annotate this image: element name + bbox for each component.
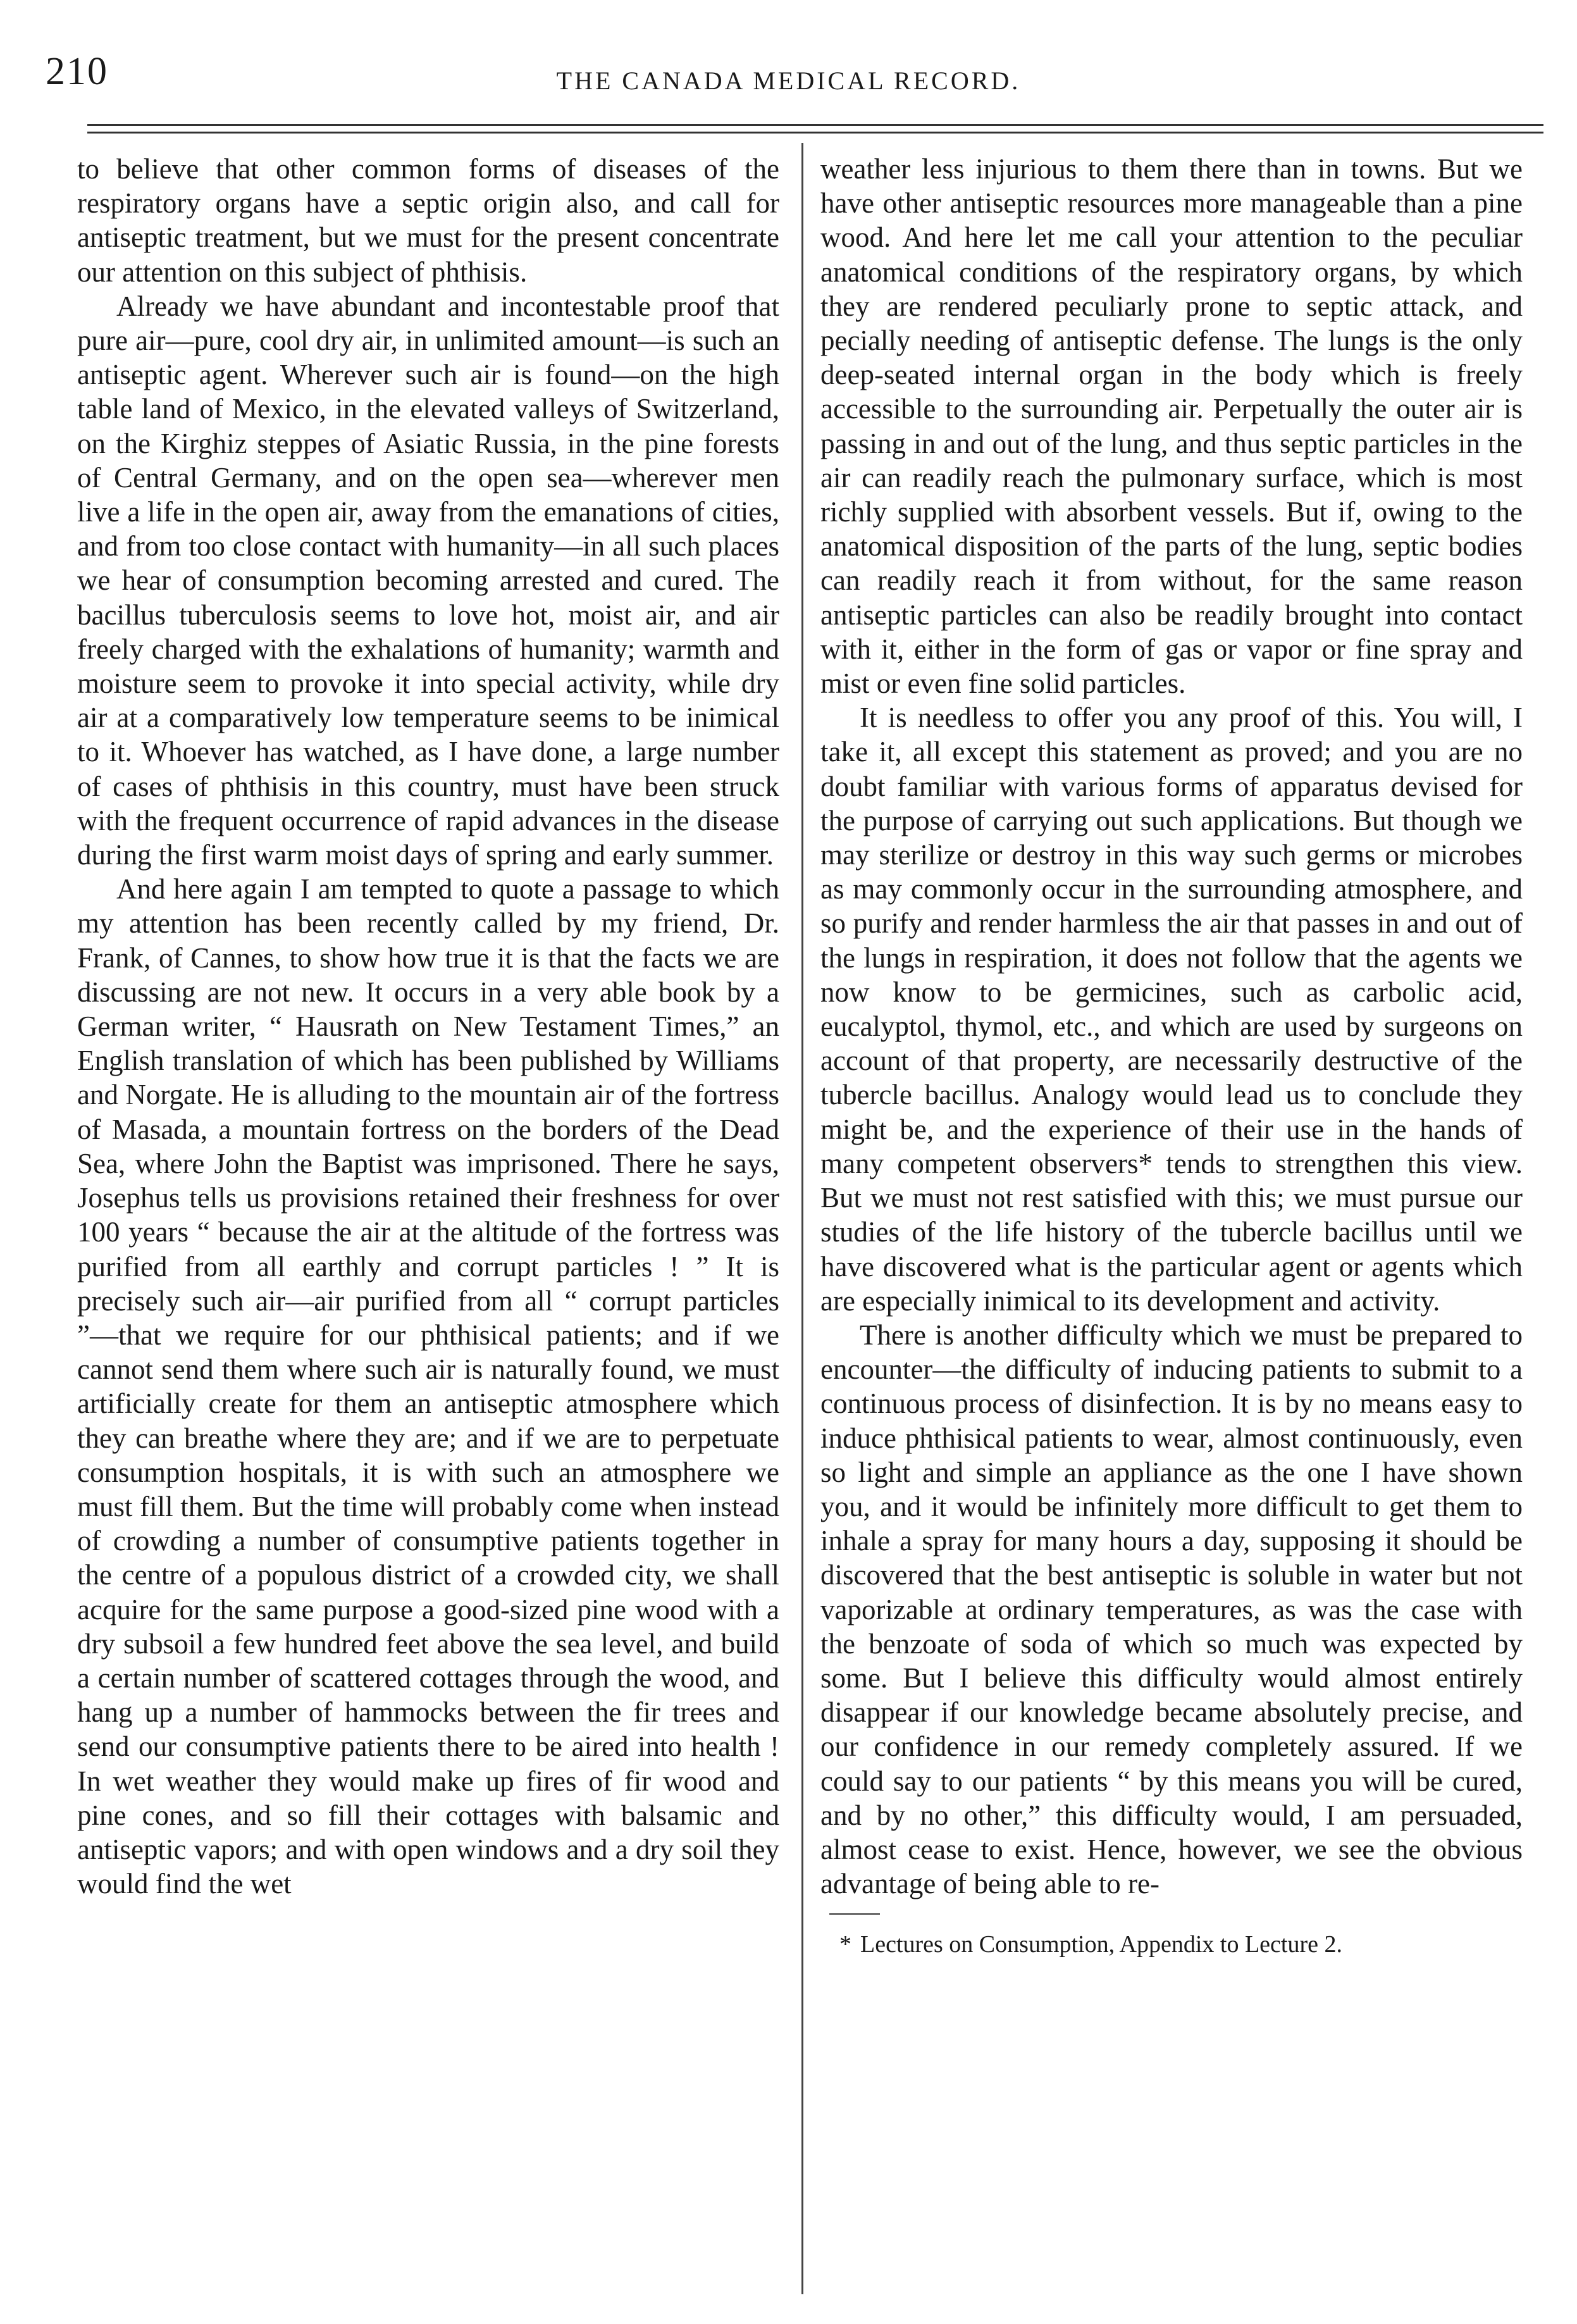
footnote-text: Lectures on Consumption, Appendix to Lecture 2. xyxy=(860,1931,1342,1958)
footnote-mark: * xyxy=(839,1931,851,1958)
left-column xyxy=(77,152,779,1901)
footnote xyxy=(820,1929,1523,1960)
paragraph: to believe that other common forms of diseases of the respiratory organs have a septic origin also, and call for antiseptic treatment, but we must for the present concentrate our attention on this subject of phthisis. xyxy=(77,153,779,288)
paragraph: weather less injurious to them there than in towns. But we have other antiseptic resources more manageable than a pine wood. And here let me call your attention to the peculiar anatomical conditions of the respiratory organs, by which they are rendered peculiarly prone to septic attack, and pecially needing of antiseptic defense. The lungs is the only deep-seated internal organ in the body which is freely accessible to the surrounding air. Perpetually the outer air is passing in and out of the lung, and thus septic particles in the air can readily reach the pulmonary surface, which is most richly supplied with absorbent vessels. But if, owing to the anatomical disposition of the parts of the lung, septic bodies can readily reach it from without, for the same reason antiseptic particles can also be readily brought into contact with it, either in the form of gas or vapor or fine spray and mist or even fine solid particles. xyxy=(820,153,1523,700)
page-number: 210 xyxy=(46,50,108,93)
footnote-rule xyxy=(829,1913,880,1915)
paragraph: There is another difficulty which we must be prepared to encounter—the difficulty of inducing patients to submit to a continuous process of disinfection. It is by no means easy to induce phthisical patients to wear, almost continuously, even so light and simple an appliance as the one I have shown you, and it would be infinitely more difficult to get them to inhale a spray for many hours a day, supposing it should be discovered that the best antiseptic is soluble in water but not vaporizable at ordinary temperatures, as was the case with the benzoate of soda of which so much was expected by some. But I believe this difficulty would almost entirely disappear if our knowledge became absolutely precise, and our confidence in our remedy completely assured. If we could say to our patients “ by this means you will be cured, and by no other,” this difficulty would, I am persuaded, almost cease to exist. Hence, however, we see the obvious advantage of being able to re- xyxy=(820,1319,1523,1900)
paragraph: It is needless to offer you any proof of this. You will, I take it, all except this statement as proved; and you are no doubt familiar with various forms of apparatus devised for the purpose of carrying out such applications. But though we may sterilize or destroy in this way such germs or microbes as may commonly occur in the surrounding atmosphere, and so purify and render harmless the air that passes in and out of the lungs in respiration, it does not follow that the agents we now know to be germicines, such as carbolic acid, eucalyptol, thymol, etc., and which are used by surgeons on account of that property, are necessarily destructive of the tubercle bacillus. Analogy would lead us to conclude they might be, and the experience of their use in the hands of many competent observers* tends to strengthen this view. But we must not rest satisfied with this; we must pursue our studies of the life history of the tubercle bacillus until we have discovered what is the particular agent or agents which are especially inimical to its development and activity. xyxy=(820,702,1523,1317)
column-divider xyxy=(801,143,803,2294)
right-column xyxy=(820,152,1523,1960)
paragraph: And here again I am tempted to quote a passage to which my attention has been recently called by my friend, Dr. Frank, of Cannes, to show how true it is that the facts we are discussing are not new. It occurs in a very able book by a German writer, “ Hausrath on New Testament Times,” an English translation of which has been published by Williams and Norgate. He is alluding to the mountain air of the fortress of Masada, a mountain fortress on the borders of the Dead Sea, where John the Baptist was imprisoned. There he says, Josephus tells us provisions retained their freshness for over 100 years “ because the air at the altitude of the fortress was purified from all earthly and corrupt particles ! ” It is precisely such air—air purified from all “ corrupt particles ”—that we require for our phthisical patients; and if we cannot send them where such air is naturally found, we must artificially create for them an antiseptic atmosphere which they can breathe where they are; and if we are to perpetuate consumption hospitals, it is with such an atmosphere we must fill them. But the time will probably come when instead of crowding a number of consumptive patients together in the centre of a populous district of a crowded city, we shall acquire for the same purpose a good-sized pine wood with a dry subsoil a few hundred feet above the sea level, and build a certain number of scattered cottages through the wood, and hang up a number of hammocks between the fir trees and send our consumptive patients there to be aired into health ! In wet weather they would make up fires of fir wood and pine cones, and so fill their cottages with balsamic and antiseptic vapors; and with open windows and a dry soil they would find the wet xyxy=(77,873,779,1900)
header-rule-top xyxy=(87,124,1543,126)
paragraph: Already we have abundant and incontestable proof that pure air—pure, cool dry air, in unlimited amount—is such an antiseptic agent. Wherever such air is found—on the high table land of Mexico, in the elevated valleys of Switzerland, on the Kirghiz steppes of Asiatic Russia, in the pine forests of Central Germany, and on the open sea—wherever men live a life in the open air, away from the emanations of cities, and from too close contact with humanity—in all such places we hear of consumption becoming arrested and cured. The bacillus tuberculosis seems to love hot, moist air, and air freely charged with the exhalations of humanity; warmth and moisture seem to provoke it into special activity, while dry air at a comparatively low temperature seems to be inimical to it. Whoever has watched, as I have done, a large number of cases of phthisis in this country, must have been struck with the frequent occurrence of rapid advances in the disease during the first warm moist days of spring and early summer. xyxy=(77,290,779,871)
running-title: THE CANADA MEDICAL RECORD. xyxy=(556,66,1021,95)
header-rule-bottom xyxy=(87,132,1543,134)
